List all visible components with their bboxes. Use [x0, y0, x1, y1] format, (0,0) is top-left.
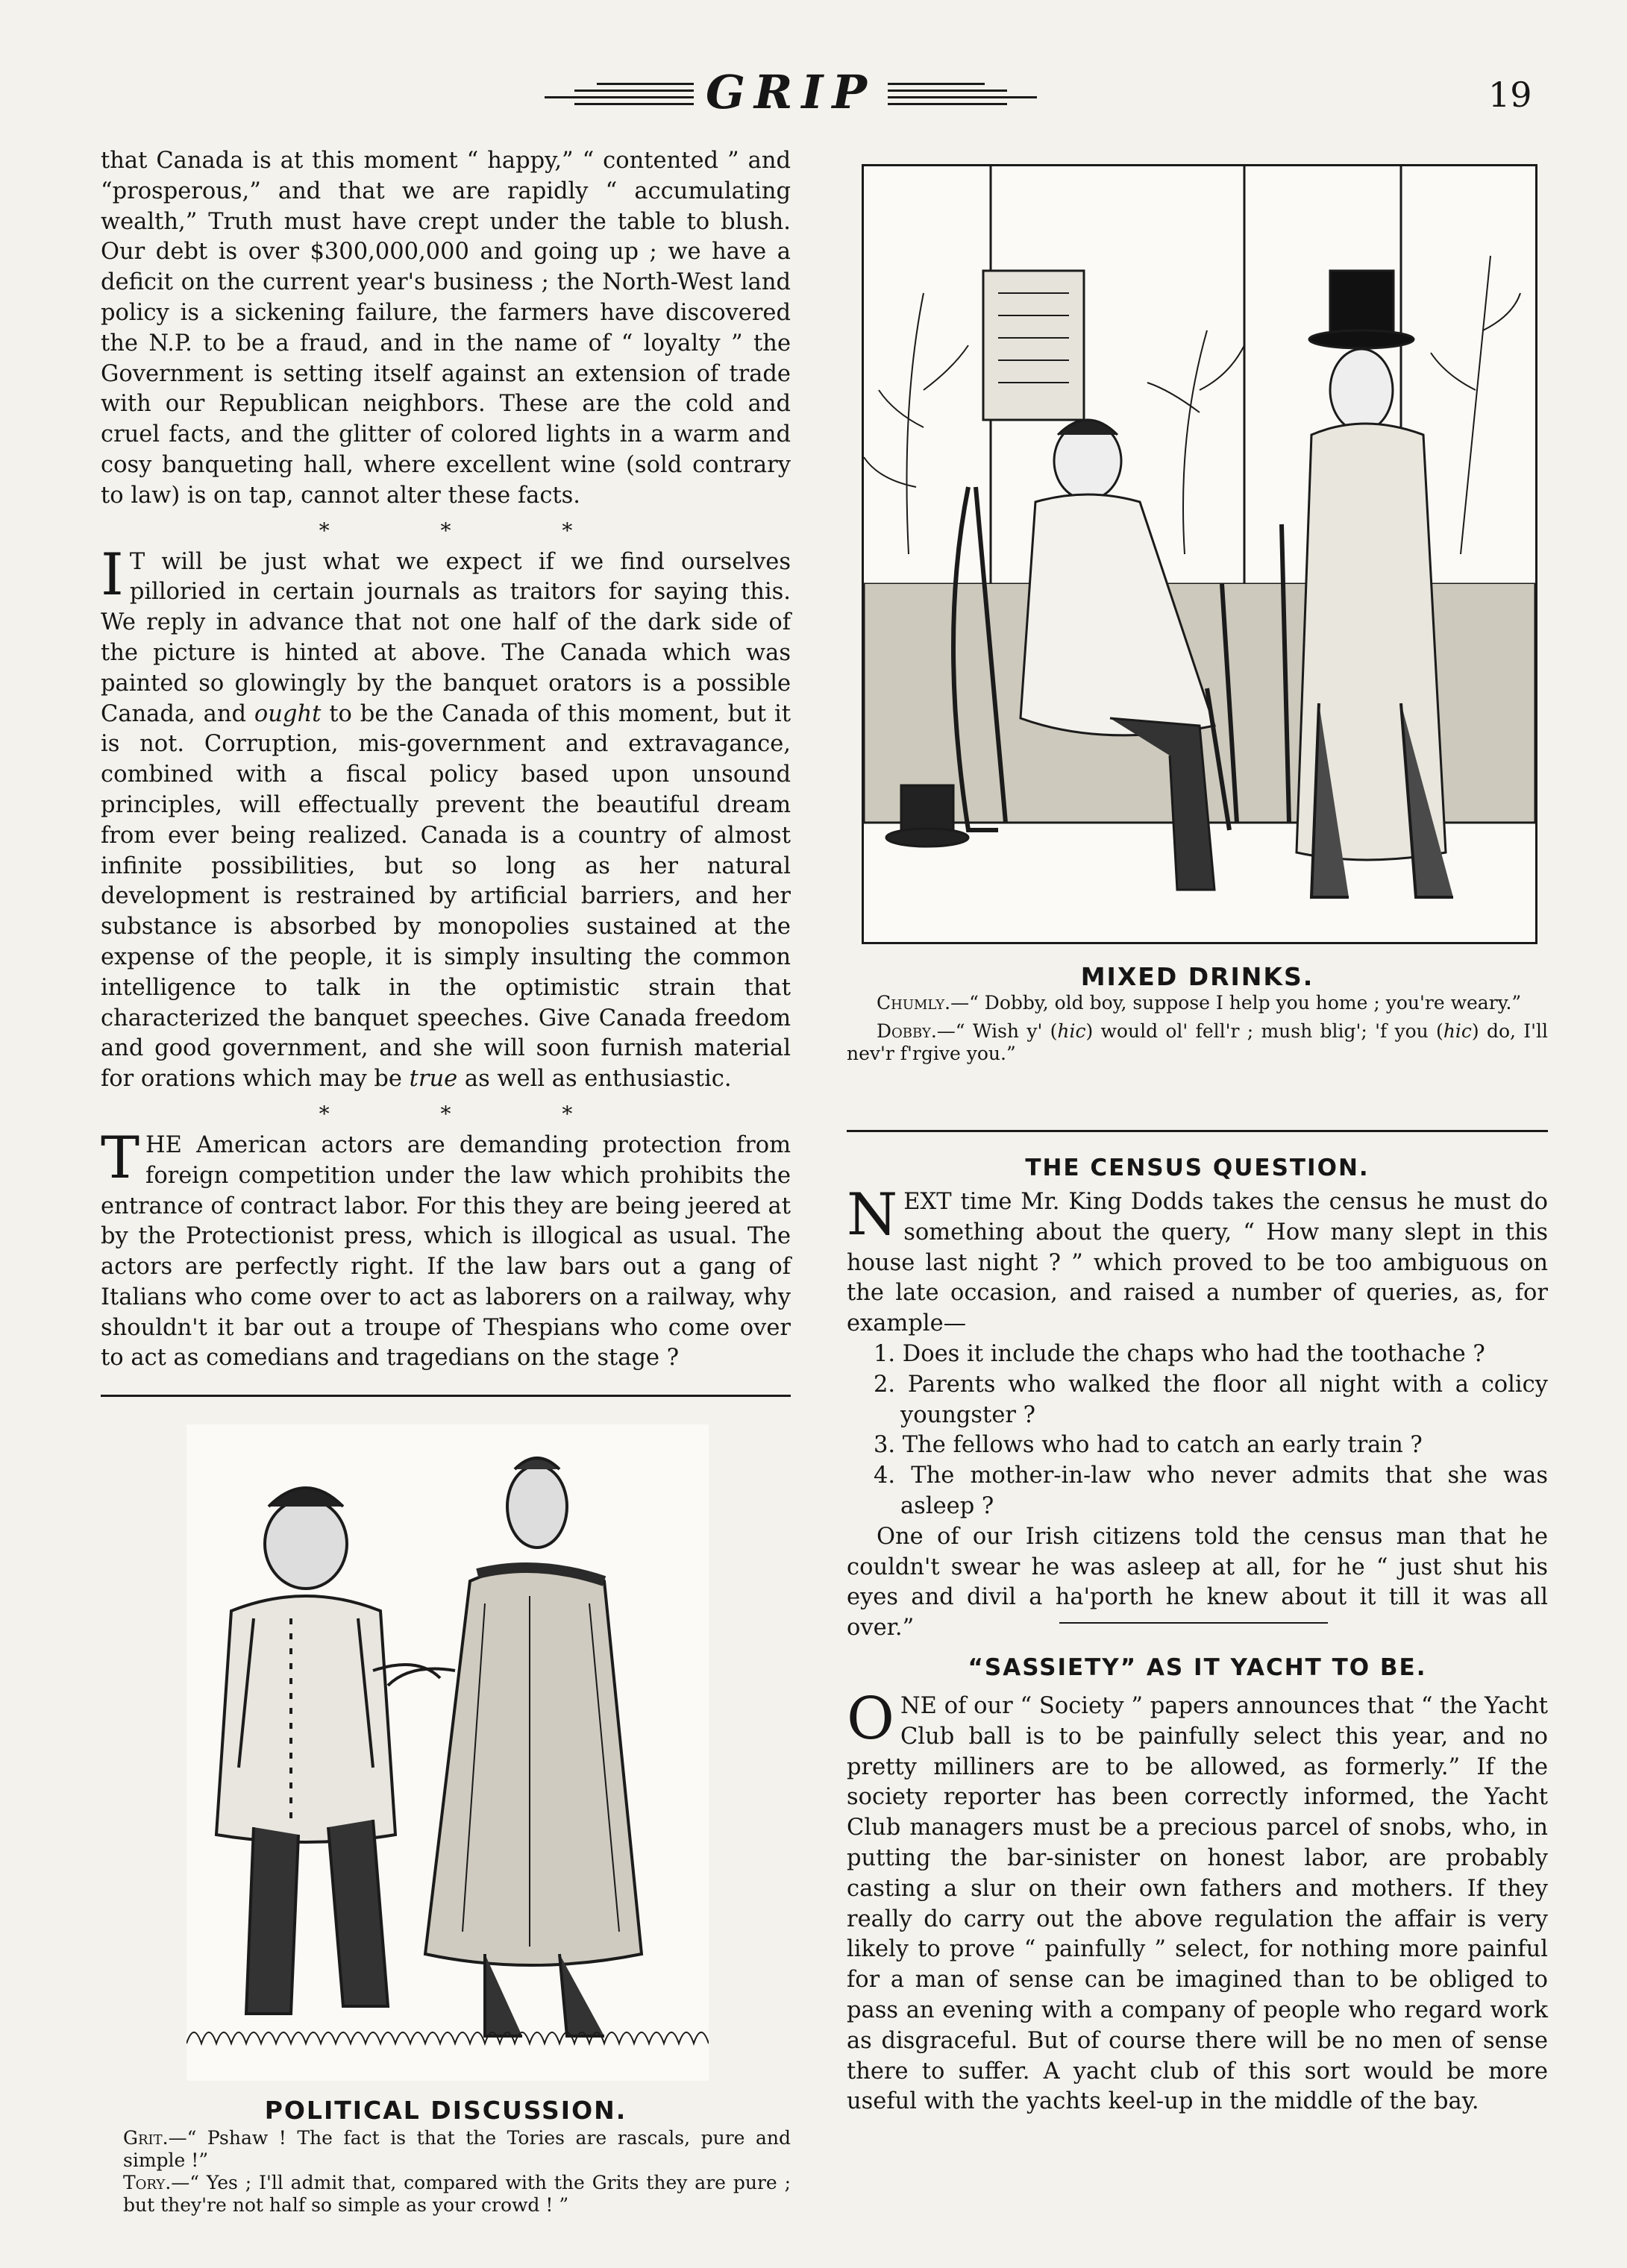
mixed-drinks-drawing: [864, 166, 1535, 942]
mixed-drinks-dialogue: [847, 992, 1548, 1065]
political-discussion-title: POLITICAL DISCUSSION.: [264, 2096, 627, 2125]
mixed-drinks-illustration: [862, 164, 1537, 944]
census-item-3: 3. The fellows who had to catch an early train ?: [874, 1432, 1423, 1459]
paragraph-pilloried: IT will be just what we expect if we find ourselves pilloried in certain journals as traitors for saying this. We reply in advance that not one half of the dark side of the picture is hinted at above. The Canada which was painted so glowingly by the banquet orators is a possible Canada, and ought to be the Canada of this moment, but it is not. Corruption, mis-government and extravagance, combined with a fiscal policy based upon unsound principles, will effectually prevent the beautiful dream from ever being realized. Canada is a country of almost infinite possibilities, but so long as her natural development is restrained by artificial barriers, and her substance is absorbed by monopolies sustained at the expense of the people, it is simply insulting the common intelligence to talk in the optimistic strain that characterized the banquet speeches. Give Canada freedom and good government, and she will soon furnish material for orations which may be true as well as enthusiastic.: [101, 541, 791, 1093]
masthead-title: GRIP: [705, 64, 877, 119]
tory-line: Tory.—“ Yes ; I'll admit that, compared with the Grits they are pure ; but they're not half so simple as your crowd ! ”: [123, 2172, 791, 2216]
paragraph-debt: that Canada is at this moment “ happy,” “ contented ” and “prosperous,” and that we are rapidly “ accumulating wealth,” Truth must have crept under the table to blush. Our debt is over $300,000,000 and going up ; we have a deficit on the current year's business ; the North-West land policy is a sickening failure, the farmers have discovered the N.P. to be a fraud, and in the name of “ loyalty ” the Government is setting itself against an extension of trade with our Republican neighbors. These are the cold and cruel facts, and the glitter of colored lights in a warm and cosy banqueting hall, where excellent wine (sold contrary to law) is on tap, cannot alter these facts.: [101, 148, 791, 509]
census-item-1: 1. Does it include the chaps who had the toothache ?: [874, 1340, 1485, 1367]
political-discussion-illustration: [186, 1424, 709, 2081]
sassiety-article: [847, 1686, 1548, 2117]
census-item-4: 4. The mother-in-law who never admits that she was asleep ?: [874, 1463, 1548, 1519]
paragraph-actors: THE American actors are demanding protection from foreign competition under the law which prohibits the entrance of contract labor. For this they are being jeered at by the Protectionist press, which is illogical as usual. The actors are perfectly right. If the law bars out a gang of Italians who come over to act as laborers on a railway, why shouldn't it bar out a troupe of Thespians who come over to act as comedians and tragedians on the stage ?: [101, 1124, 791, 1372]
two-men-arguing-drawing: [186, 1424, 709, 2081]
census-title: THE CENSUS QUESTION.: [1025, 1155, 1370, 1181]
mixed-drinks-title: MIXED DRINKS.: [1080, 962, 1314, 991]
left-divider: [101, 1395, 791, 1397]
masthead-left-rules: [545, 78, 694, 105]
sassiety-body: ONE of our “ Society ” papers announces that “ the Yacht Club ball is to be painfully select this year, and no pretty milliners are to be allowed, as formerly.” If the society reporter has been correctly informed, the Yacht Club managers must be a precious parcel of snobs, who, in putting the bar-sinister on honest labor, are probably casting a slur on their own fathers and mothers. If they really do carry out the above regulation the affair is very likely to prove “ painfully ” select, for nothing more painful for a man of sense can be imagined than to be obliged to pass an evening with a company of people who regard work as disgraceful. But of course there will be no men of sense there to suffer. A yacht club of this sort would be more useful with the yachts keel-up in the middle of the bay.: [847, 1686, 1548, 2115]
chumly-line: Chumly.—“ Dobby, old boy, suppose I help you home ; you're weary.”: [877, 992, 1522, 1014]
right-divider-1: [847, 1130, 1548, 1132]
page-number: 19: [1488, 75, 1532, 115]
masthead-right-rules: [888, 78, 1037, 105]
census-item-2: 2. Parents who walked the floor all night with a colicy youngster ?: [874, 1371, 1548, 1428]
right-divider-2: [1059, 1622, 1328, 1624]
grit-line: Grit.—“ Pshaw ! The fact is that the Tories are rascals, pure and simple !”: [123, 2127, 791, 2171]
dobby-line: Dobby.—“ Wish y' (hic) would ol' fell'r ; mush blig'; 'f you (hic) do, I'll nev'r f'rgive you.”: [847, 1020, 1548, 1064]
section-stars-2: * * *: [319, 1101, 625, 1126]
census-article: [847, 1181, 1548, 1644]
census-intro: NEXT time Mr. King Dodds takes the census he must do something about the query, “ How many slept in this house last night ? ” which proved to be too ambiguous on the late occasion, and raised a number of queries, as, for example—: [847, 1181, 1548, 1337]
census-closing: One of our Irish citizens told the census man that he couldn't swear he was asleep at all, for he “ just shut his eyes and divil a ha'porth he knew about it till it was all over.”: [847, 1523, 1548, 1642]
sassiety-title: “SASSIETY” AS IT YACHT TO BE.: [968, 1654, 1427, 1681]
left-column: [101, 146, 791, 1374]
section-stars-1: * * *: [319, 518, 625, 543]
political-discussion-dialogue: [123, 2127, 791, 2217]
masthead: [522, 66, 1059, 118]
